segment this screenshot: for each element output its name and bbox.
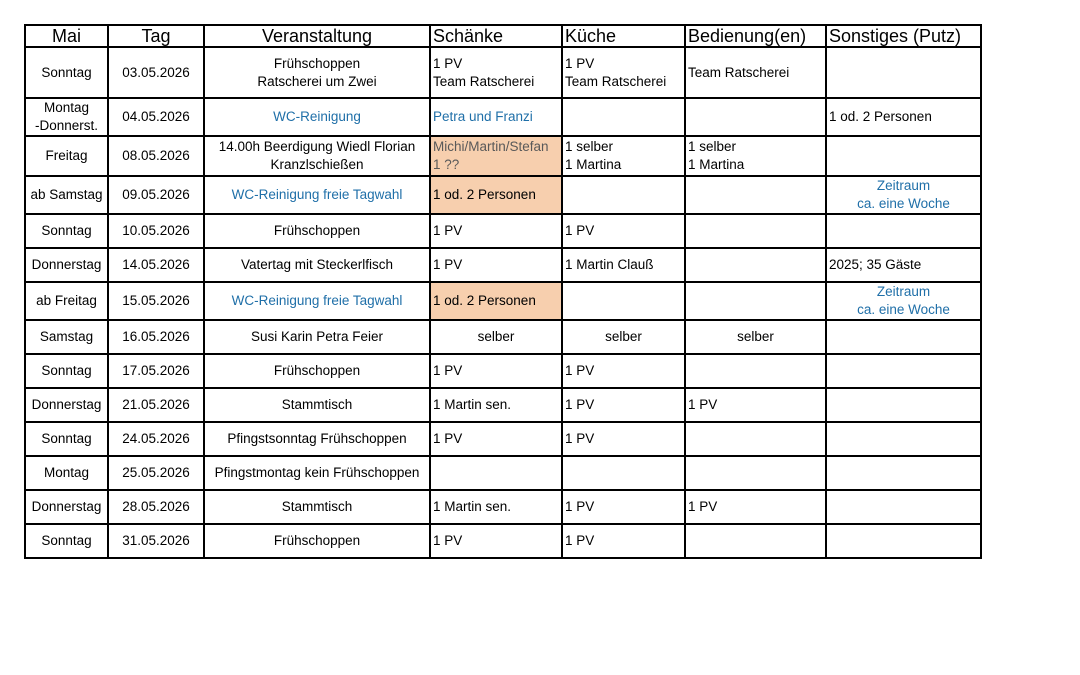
- table-row: [25, 320, 981, 354]
- date-cell: 25.05.2026: [108, 456, 204, 490]
- service-cell-line: 1 selber: [688, 139, 737, 154]
- event-cell: [204, 98, 430, 136]
- kitchen-cell-line: 1 selber: [565, 139, 614, 154]
- bar-cell: [430, 136, 562, 176]
- event-cell: [204, 456, 430, 490]
- bar-cell-line: 1 Martin sen.: [433, 499, 512, 514]
- event-cell: [204, 176, 430, 214]
- bar-cell: [430, 354, 562, 388]
- weekday-cell-line: Montag: [43, 465, 90, 480]
- date-cell: 17.05.2026: [108, 354, 204, 388]
- other-cell: [826, 98, 981, 136]
- bar-cell: [430, 524, 562, 558]
- event-cell-line: WC-Reinigung: [273, 109, 361, 124]
- date-cell: 09.05.2026: [108, 176, 204, 214]
- service-cell: [685, 490, 826, 524]
- header-day: Tag: [108, 25, 204, 47]
- service-cell: [685, 456, 826, 490]
- schedule-table: [24, 24, 982, 559]
- weekday-cell-line: Sonntag: [41, 64, 92, 80]
- date-cell: 14.05.2026: [108, 248, 204, 282]
- bar-cell-line: 1 PV: [433, 223, 463, 238]
- kitchen-cell: [562, 524, 685, 558]
- other-cell: [826, 47, 981, 98]
- weekday-cell-line: ab Freitag: [36, 293, 97, 308]
- event-cell-line: Frühschoppen: [273, 223, 361, 238]
- table-row: [25, 214, 981, 248]
- table-row: [25, 456, 981, 490]
- bar-cell-line: 1 Martin sen.: [433, 397, 512, 412]
- event-cell-line: Susi Karin Petra Feier: [250, 329, 384, 344]
- bar-cell-line: selber: [477, 329, 515, 344]
- other-cell: [826, 320, 981, 354]
- service-cell: [685, 354, 826, 388]
- event-cell-line: Stammtisch: [281, 397, 353, 412]
- weekday-cell: [25, 354, 108, 388]
- event-cell-line: WC-Reinigung freie Tagwahl: [231, 293, 403, 308]
- kitchen-cell-line: 1 Martin Clauß: [565, 257, 654, 272]
- kitchen-cell: [562, 214, 685, 248]
- bar-cell-line: Team Ratscherei: [433, 73, 535, 89]
- other-cell: [826, 422, 981, 456]
- event-cell: [204, 214, 430, 248]
- weekday-cell: [25, 388, 108, 422]
- other-cell-line: ca. eine Woche: [857, 302, 950, 317]
- event-cell: [204, 422, 430, 456]
- bar-cell-line: 1 PV: [433, 533, 463, 548]
- kitchen-cell: [562, 248, 685, 282]
- bar-cell-line: 1 od. 2 Personen: [433, 293, 536, 308]
- weekday-cell-line: Donnerstag: [31, 397, 102, 412]
- date-cell: 03.05.2026: [108, 47, 204, 98]
- weekday-cell: [25, 422, 108, 456]
- bar-cell: [430, 248, 562, 282]
- service-cell-line: 1 Martina: [688, 157, 745, 172]
- event-cell: [204, 354, 430, 388]
- header-service: Bedienung(en): [685, 25, 826, 47]
- bar-cell: [430, 490, 562, 524]
- service-cell-line: 1 PV: [688, 397, 718, 412]
- header-other: Sonstiges (Putz): [826, 25, 981, 47]
- kitchen-cell-line: 1 PV: [565, 223, 595, 238]
- service-cell: [685, 98, 826, 136]
- weekday-cell-line: Freitag: [45, 148, 88, 163]
- table-row: [25, 388, 981, 422]
- other-cell: [826, 214, 981, 248]
- service-cell: [685, 282, 826, 320]
- service-cell-line: 1 PV: [688, 499, 718, 514]
- other-cell: [826, 136, 981, 176]
- weekday-cell: [25, 524, 108, 558]
- weekday-cell: [25, 248, 108, 282]
- kitchen-cell: [562, 388, 685, 422]
- service-cell: [685, 47, 826, 98]
- service-cell: [685, 524, 826, 558]
- weekday-cell-line: Montag: [43, 100, 90, 115]
- event-cell: [204, 248, 430, 282]
- bar-cell: [430, 456, 562, 490]
- date-cell: 28.05.2026: [108, 490, 204, 524]
- kitchen-cell-line: 1 Martina: [565, 157, 622, 172]
- table-row: [25, 47, 981, 98]
- service-cell: [685, 388, 826, 422]
- weekday-cell-line: Sonntag: [41, 431, 92, 446]
- weekday-cell-line: Samstag: [39, 329, 94, 344]
- bar-cell: [430, 320, 562, 354]
- header-row: [25, 25, 981, 47]
- kitchen-cell: [562, 176, 685, 214]
- event-cell: [204, 136, 430, 176]
- event-cell-line: Pfingstmontag kein Frühschoppen: [214, 465, 420, 480]
- bar-cell: [430, 388, 562, 422]
- weekday-cell-line: Sonntag: [41, 363, 92, 378]
- kitchen-cell-line: 1 PV: [565, 363, 595, 378]
- table-row: [25, 354, 981, 388]
- event-cell: [204, 490, 430, 524]
- kitchen-cell-line: 1 PV: [565, 431, 595, 446]
- other-cell-line: Zeitraum: [876, 178, 931, 193]
- service-cell-line: Team Ratscherei: [688, 64, 790, 80]
- bar-cell-line: 1 od. 2 Personen: [433, 187, 536, 202]
- weekday-cell-line: Sonntag: [41, 533, 92, 548]
- header-month: Mai: [25, 25, 108, 47]
- kitchen-cell: [562, 136, 685, 176]
- header-kitchen: Küche: [562, 25, 685, 47]
- event-cell-line: Stammtisch: [281, 499, 353, 514]
- weekday-cell-line: Sonntag: [41, 223, 92, 238]
- event-cell: [204, 524, 430, 558]
- other-cell: [826, 282, 981, 320]
- table-row: [25, 524, 981, 558]
- table-row: [25, 282, 981, 320]
- weekday-cell-line: ab Samstag: [30, 187, 103, 202]
- date-cell: 24.05.2026: [108, 422, 204, 456]
- service-cell: [685, 248, 826, 282]
- weekday-cell: [25, 282, 108, 320]
- weekday-cell: [25, 456, 108, 490]
- kitchen-cell: [562, 98, 685, 136]
- kitchen-cell: [562, 354, 685, 388]
- other-cell: [826, 456, 981, 490]
- other-cell-line: Zeitraum: [876, 284, 931, 299]
- event-cell: [204, 282, 430, 320]
- other-cell: [826, 388, 981, 422]
- header-bar: Schänke: [430, 25, 562, 47]
- other-cell-line: 2025; 35 Gäste: [829, 257, 922, 272]
- table-row: [25, 136, 981, 176]
- kitchen-cell: [562, 422, 685, 456]
- weekday-cell: [25, 490, 108, 524]
- date-cell: 21.05.2026: [108, 388, 204, 422]
- weekday-cell: [25, 136, 108, 176]
- event-cell-line: Frühschoppen: [273, 533, 361, 548]
- bar-cell-line: 1 PV: [433, 257, 463, 272]
- date-cell: 08.05.2026: [108, 136, 204, 176]
- kitchen-cell: [562, 47, 685, 98]
- weekday-cell: [25, 176, 108, 214]
- bar-cell-line: 1 PV: [433, 431, 463, 446]
- table-row: [25, 248, 981, 282]
- other-cell: [826, 176, 981, 214]
- service-cell-line: selber: [737, 329, 774, 344]
- bar-cell-line: 1 ??: [433, 157, 460, 172]
- kitchen-cell-line: 1 PV: [565, 55, 595, 71]
- bar-cell-line: 1 PV: [433, 55, 463, 71]
- weekday-cell-line: -Donnerst.: [34, 118, 99, 133]
- date-cell: 10.05.2026: [108, 214, 204, 248]
- event-cell: [204, 320, 430, 354]
- kitchen-cell-line: 1 PV: [565, 397, 595, 412]
- kitchen-cell-line: Team Ratscherei: [565, 73, 667, 89]
- service-cell: [685, 422, 826, 456]
- kitchen-cell-line: 1 PV: [565, 533, 595, 548]
- event-cell-line: Ratscherei um Zwei: [257, 73, 377, 89]
- bar-cell: [430, 98, 562, 136]
- date-cell: 04.05.2026: [108, 98, 204, 136]
- weekday-cell-line: Donnerstag: [31, 499, 102, 514]
- bar-cell: [430, 47, 562, 98]
- bar-cell-line: Petra und Franzi: [433, 109, 533, 124]
- table-row: [25, 176, 981, 214]
- bar-cell: [430, 176, 562, 214]
- other-cell: [826, 524, 981, 558]
- weekday-cell: [25, 320, 108, 354]
- other-cell: [826, 354, 981, 388]
- date-cell: 31.05.2026: [108, 524, 204, 558]
- other-cell: [826, 490, 981, 524]
- kitchen-cell: [562, 490, 685, 524]
- event-cell-line: Frühschoppen: [273, 55, 361, 71]
- header-event: Veranstaltung: [204, 25, 430, 47]
- kitchen-cell: [562, 282, 685, 320]
- date-cell: 15.05.2026: [108, 282, 204, 320]
- event-cell: [204, 388, 430, 422]
- kitchen-cell: [562, 320, 685, 354]
- bar-cell-line: Michi/Martin/Stefan: [433, 139, 549, 154]
- event-cell-line: Vatertag mit Steckerlfisch: [240, 257, 394, 272]
- weekday-cell: [25, 47, 108, 98]
- kitchen-cell-line: selber: [605, 329, 642, 344]
- kitchen-cell-line: 1 PV: [565, 499, 595, 514]
- service-cell: [685, 320, 826, 354]
- service-cell: [685, 136, 826, 176]
- bar-cell: [430, 214, 562, 248]
- event-cell: [204, 47, 430, 98]
- weekday-cell-line: Donnerstag: [31, 257, 102, 272]
- other-cell: [826, 248, 981, 282]
- weekday-cell: [25, 214, 108, 248]
- event-cell-line: WC-Reinigung freie Tagwahl: [231, 187, 403, 202]
- bar-cell: [430, 282, 562, 320]
- table-row: [25, 422, 981, 456]
- bar-cell: [430, 422, 562, 456]
- table-row: [25, 490, 981, 524]
- table-row: [25, 98, 981, 136]
- other-cell-line: 1 od. 2 Personen: [829, 109, 932, 124]
- event-cell-line: 14.00h Beerdigung Wiedl Florian: [218, 139, 416, 154]
- service-cell: [685, 214, 826, 248]
- kitchen-cell: [562, 456, 685, 490]
- event-cell-line: Pfingstsonntag Frühschoppen: [227, 431, 407, 446]
- date-cell: 16.05.2026: [108, 320, 204, 354]
- weekday-cell: [25, 98, 108, 136]
- bar-cell-line: 1 PV: [433, 363, 463, 378]
- other-cell-line: ca. eine Woche: [857, 196, 950, 211]
- event-cell-line: Kranzlschießen: [270, 157, 364, 172]
- service-cell: [685, 176, 826, 214]
- event-cell-line: Frühschoppen: [273, 363, 361, 378]
